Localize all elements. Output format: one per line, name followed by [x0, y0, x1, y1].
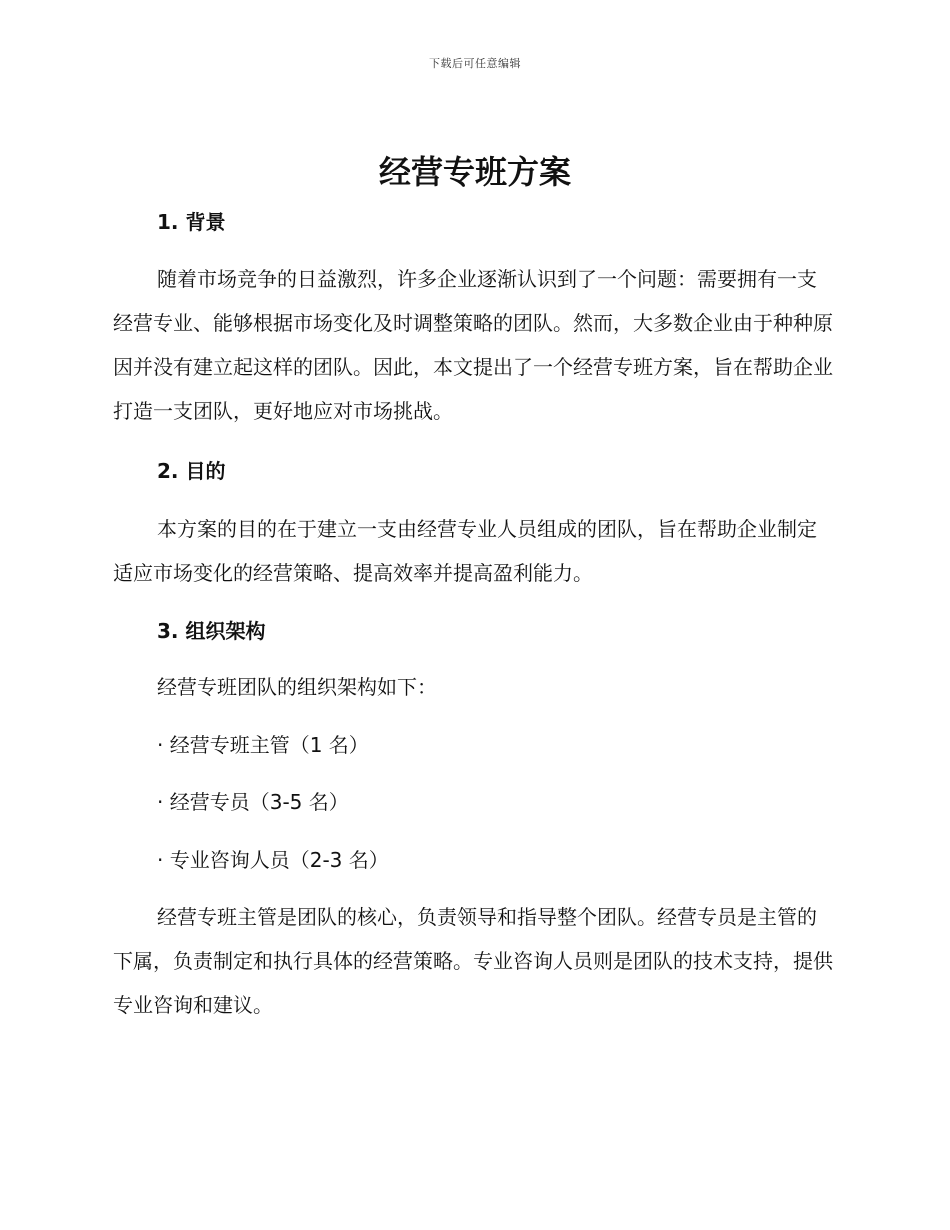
section-paragraph-organization: 经营专班主管是团队的核心，负责领导和指导整个团队。经营专员是主管的下属，负责制定和执行具体的经营策略。专业咨询人员则是团队的技术支持，提供专业咨询和建议。 — [113, 905, 833, 1017]
list-item: · 经营专员（3-5 名） — [157, 790, 349, 814]
section-heading-organization: 3. 组织架构 — [157, 619, 266, 643]
list-item: · 专业咨询人员（2-3 名） — [157, 848, 389, 872]
section-heading-purpose: 2. 目的 — [157, 459, 226, 483]
document-title: 经营专班方案 — [378, 153, 571, 191]
section-heading-background: 1. 背景 — [157, 210, 226, 234]
header-note: 下载后可任意编辑 — [429, 57, 521, 70]
list-item: · 经营专班主管（1 名） — [157, 733, 369, 757]
section-paragraph-background: 随着市场竞争的日益激烈，许多企业逐渐认识到了一个问题：需要拥有一支经营专业、能够根据市场变化及时调整策略的团队。然而，大多数企业由于种种原因并没有建立起这样的团队。因此，本文提出了一个经营专班方案，旨在帮助企业打造一支团队，更好地应对市场挑战。 — [113, 267, 833, 423]
section-paragraph-purpose: 本方案的目的在于建立一支由经营专业人员组成的团队，旨在帮助企业制定适应市场变化的经营策略、提高效率并提高盈利能力。 — [113, 517, 817, 585]
organization-intro: 经营专班团队的组织架构如下： — [157, 675, 437, 699]
